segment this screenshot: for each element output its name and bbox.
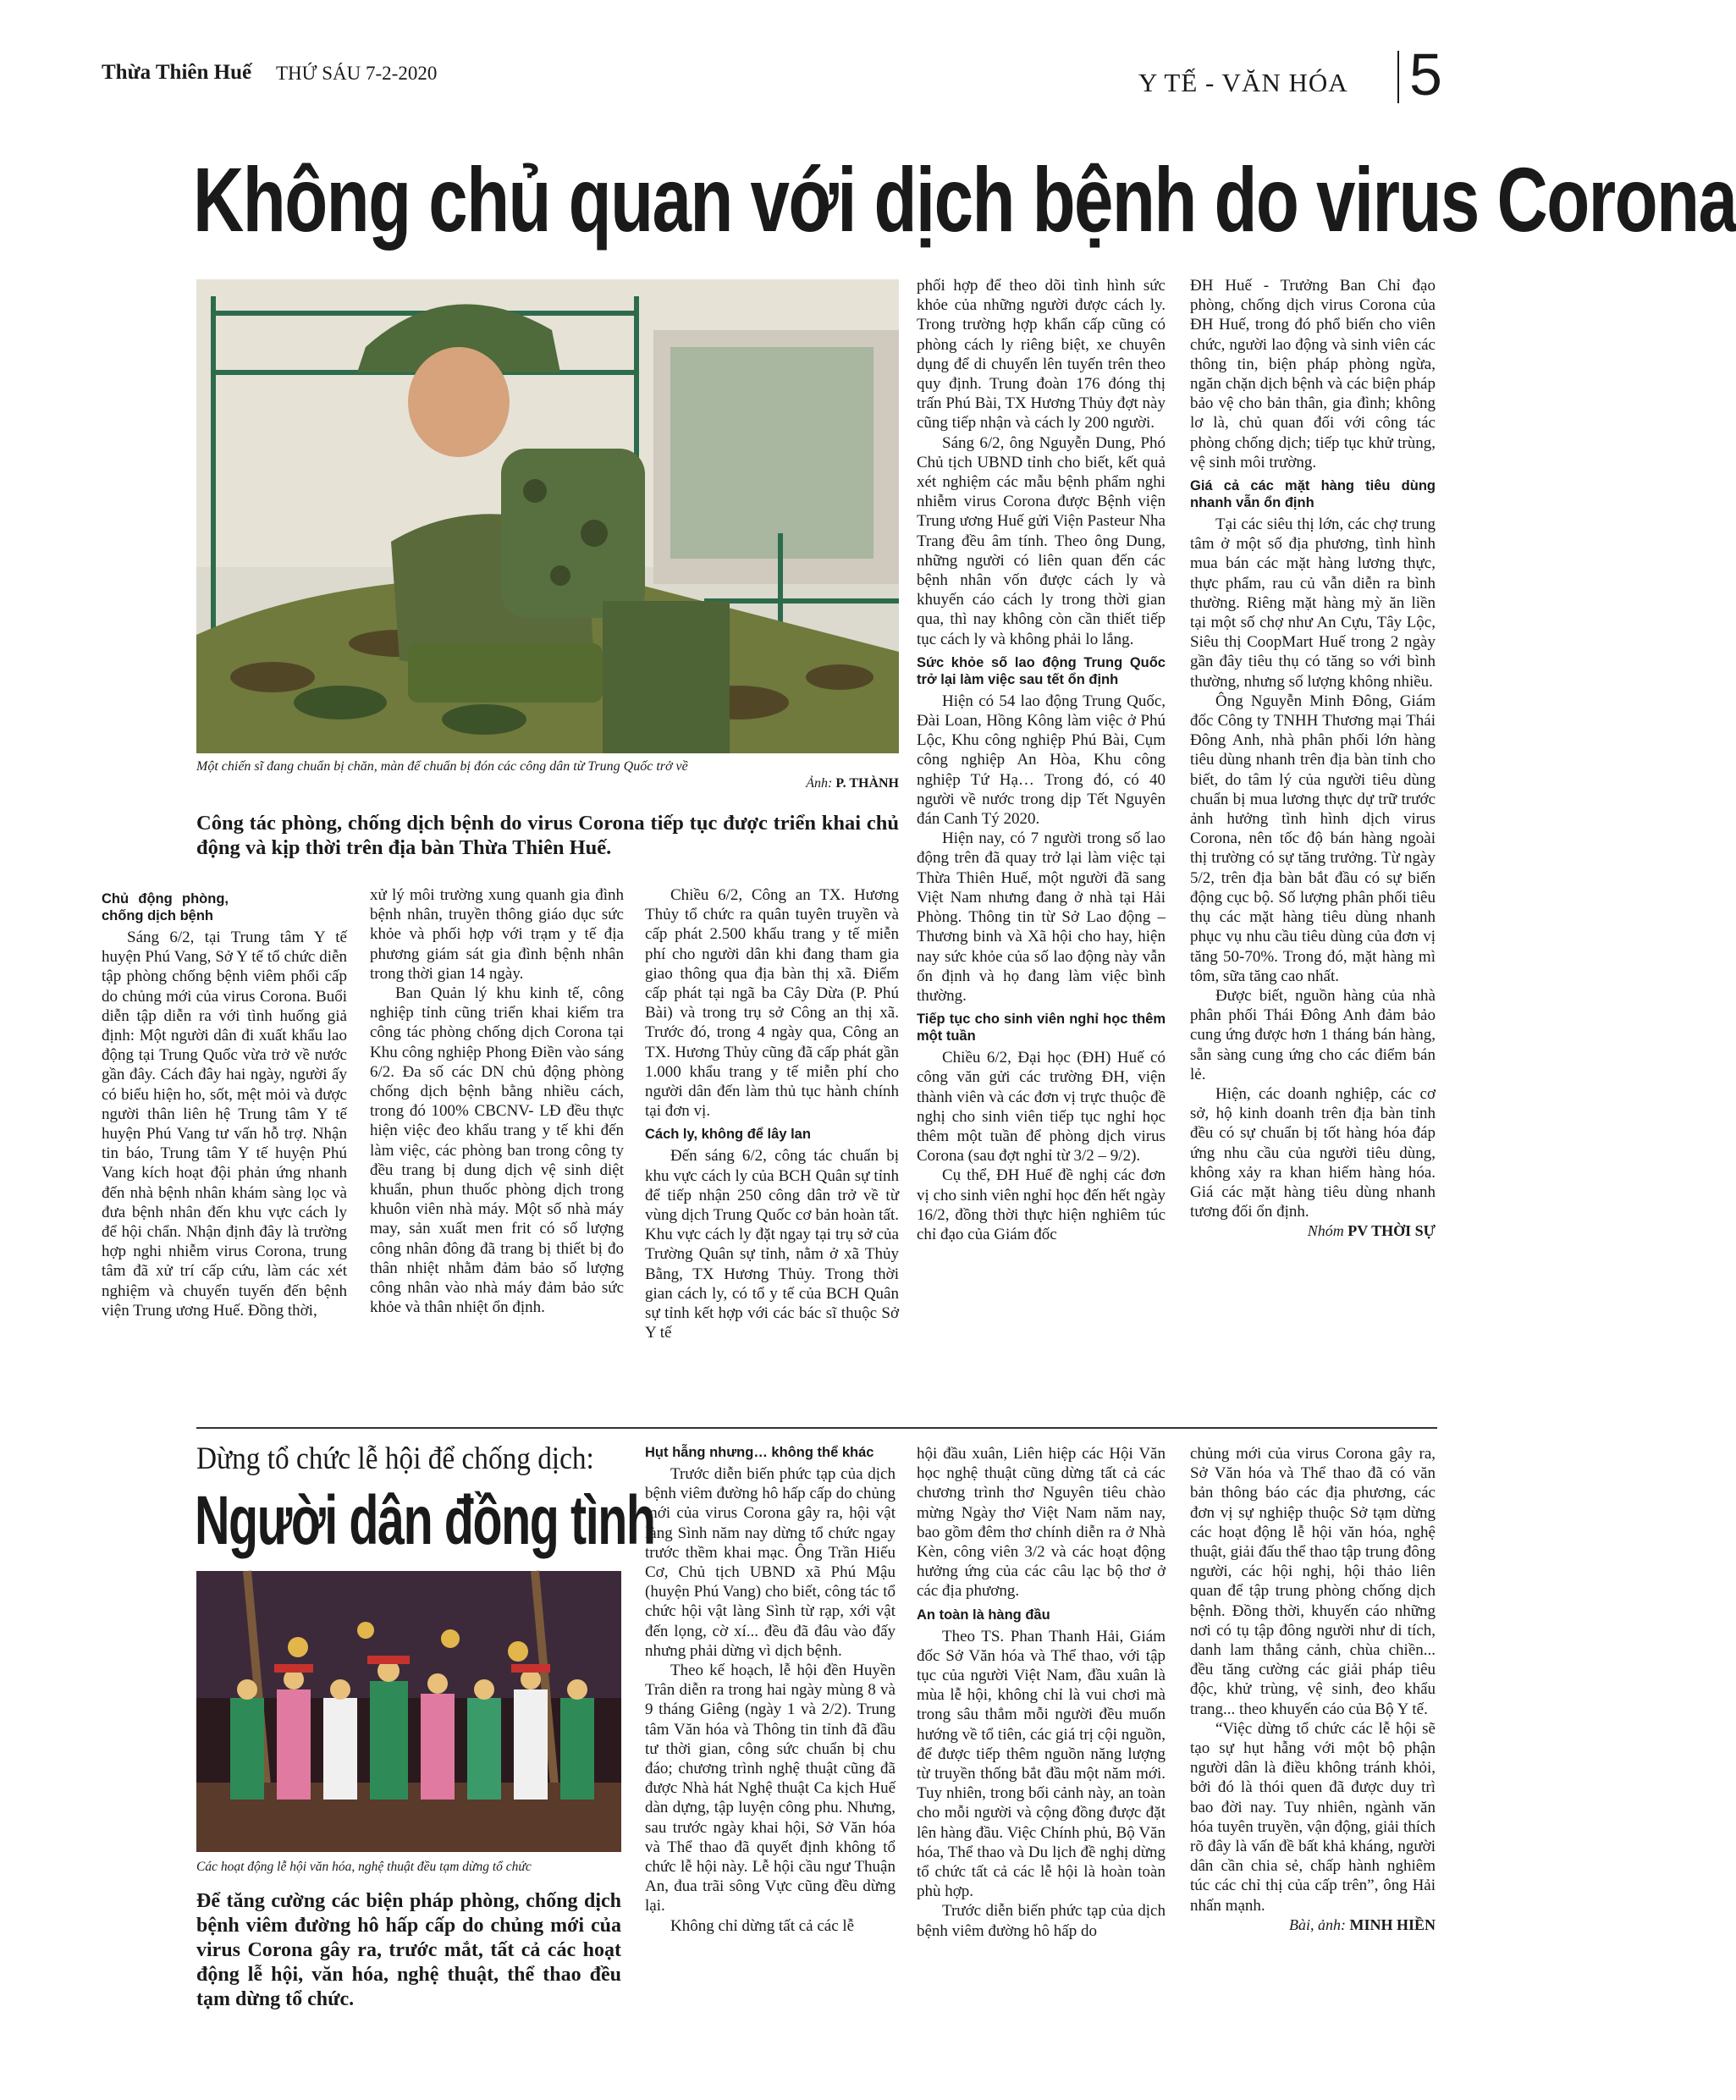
article1-byline (1190, 1221, 1436, 1241)
article2-byline (1190, 1915, 1436, 1935)
article1-column-3 (645, 885, 899, 1342)
subheading: Hụt hẫng nhưng… không thể khác (645, 1445, 874, 1460)
paragraph: Được biết, nguồn hàng của nhà phân phối Thái Đông Anh đảm bảo cung ứng được hơn 1 tháng bán hàng, sẵn sàng cung ứng cho các điểm bán lẻ. (1190, 986, 1436, 1083)
byline-name: MINH HIỀN (1349, 1915, 1436, 1933)
paragraph: Chiều 6/2, Đại học (ĐH) Huế có công văn gửi các trường ĐH, viện thành viên và các đơn vị trực thuộc đề nghị cho sinh viên tiếp tục nghỉ học thêm một tuần để phòng dịch virus Corona (sau đợt nghỉ từ 3/2 – 9/2). (917, 1049, 1166, 1166)
paragraph: chủng mới của virus Corona gây ra, Sở Văn hóa và Thể thao đã có văn bản thông báo các địa phương, các đơn vị sự nghiệp thuộc Sở tạm dừng các hoạt động lễ hội văn hóa, nghệ thuật, giải đấu thể thao tập trung đông người, các hội nghị, hội thảo liên quan để tập trung phòng chống dịch bệnh. Đồng thời, khuyến cáo những nơi có tụ tập đông người như di tích, danh lam thắng cảnh, chùa chiền... đều tăng cường các giải pháp tiêu độc, khử trùng, vệ sinh, đeo khẩu trang... theo khuyến cáo của Bộ Y tế. (1190, 1445, 1436, 1718)
paragraph: hội đầu xuân, Liên hiệp các Hội Văn học nghệ thuật cũng dừng tất cả các chương trình thơ Nguyên tiêu chào mừng Ngày thơ Việt Nam năm nay, bao gồm đêm thơ chính diễn ra ở Nhà Kèn, công viên 3/2 và các hoạt động hưởng ứng của các câu lạc bộ thơ ở các địa phương. (917, 1445, 1166, 1601)
header-section: Y TẾ - VĂN HÓA (1138, 68, 1348, 97)
article1-column-4 (917, 276, 1166, 1244)
article2-photo (196, 1571, 621, 1852)
paragraph: “Việc dừng tổ chức các lễ hội sẽ tạo sự hụt hẫng với một bộ phận người dân là điều không tránh khỏi, bởi đó là thói quen đã được duy trì bao đời nay. Tuy nhiên, ngành văn hóa tuyên truyền, vận động, giải thích rõ đây là vấn đề bất khả kháng, người dân cần chia sẻ, chấp hành nghiêm túc các chỉ thị của cấp trên”, ông Hải nhấn mạnh. (1190, 1719, 1436, 1915)
paragraph: Theo kế hoạch, lễ hội đền Huyền Trân diễn ra trong hai ngày mùng 8 và 9 tháng Giêng (ngày 1 và 2/2). Trung tâm Văn hóa và Thông tin tỉnh đã đầu tư thời gian, công sức chuẩn bị chu đáo; chương trình nghệ thuật cũng đã được Nhà hát Nghệ thuật Ca kịch Huế dàn dựng, tập luyện công phu. Nhưng, sau trước ngày khai hội, Sở Văn hóa và Thể thao đã quyết định không tổ chức lễ hội này. Lễ hội cầu ngư Thuận An, đua trãi sông Vực cũng đều dừng lại. (645, 1662, 896, 1915)
byline-label: Nhóm (1307, 1222, 1344, 1240)
paragraph: Không chỉ dừng tất cả các lễ (670, 1916, 855, 1935)
article2-sapo: Để tăng cường các biện pháp phòng, chống dịch bệnh viêm đường hô hấp cấp do chủng mới của virus Corona gây ra, trước mắt, tất cả các hoạt động lễ hội, văn hóa, nghệ thuật, thể thao đều tạm dừng tổ chức. (196, 1890, 621, 2010)
paragraph: Sáng 6/2, tại Trung tâm Y tế huyện Phú Vang, Sở Y tế tổ chức diễn tập phòng chống bệnh viêm phổi cấp do chủng mới của virus Corona. Buổi diễn tập diễn ra với tình huống giả định: Một người dân đi xuất khẩu lao động tại Trung Quốc vừa trở về nước gần đây. Cách đây hai ngày, người ấy có biểu hiện ho, sốt, mệt mỏi và được người thân liên hệ Trung tâm Y tế huyện Phú Vang tư vấn hỗ trợ. Nhận tin báo, Trung tâm Y tế huyện Phú Vang kích hoạt đội phản ứng nhanh đến nhà bệnh nhân khám sàng lọc và đưa bệnh nhân đến khu vực cách ly để hội chẩn. Nhận định đây là trường hợp nghi nhiễm virus Corona, trung tâm đã xử trí cấp cứu, làm các xét nghiệm và chuyển tuyến đến bệnh viện Trung ương Huế. Đồng thời, (102, 929, 347, 1320)
article1-column-2 (370, 885, 624, 1317)
article1-photo (196, 279, 899, 753)
soldier-photo-illustration (196, 279, 899, 753)
article1-headline: Không chủ quan với dịch bệnh do virus Corona (193, 148, 1736, 251)
article1-column-1 (102, 885, 347, 1320)
subheading: An toàn là hàng đầu (917, 1607, 1050, 1623)
article2-headline-line2: Người dân đồng tình (195, 1482, 655, 1559)
paragraph: Trước diễn biến phức tạp của dịch bệnh viêm đường hô hấp do (917, 1902, 1166, 1940)
byline-label: Bài, ảnh: (1288, 1915, 1346, 1933)
article-divider (196, 1427, 1437, 1429)
subheading: Giá cả các mặt hàng tiêu dùng nhanh vẫn ổn định (1190, 478, 1436, 511)
article2-column-2 (917, 1444, 1166, 1941)
article1-sapo: Công tác phòng, chống dịch bệnh do virus Corona tiếp tục được triển khai chủ động và kịp thời trên địa bàn Thừa Thiên Huế. (196, 812, 899, 859)
paragraph: Hiện nay, có 7 người trong số lao động trên đã quay trở lại làm việc tại Thừa Thiên Huế, một người đã sang Việt Nam nhưng đang ở nhà tại Hải Phòng. Thông tin từ Sở Lao động – Thương binh và Xã hội cho hay, hiện nay sức khỏe của số lao động này vẫn ổn định và họ đang làm việc bình thường. (917, 830, 1166, 1005)
article2-headline-line1: Dừng tổ chức lễ hội để chống dịch: (196, 1441, 594, 1476)
paragraph: Hiện, các doanh nghiệp, các cơ sở, hộ kinh doanh trên địa bàn tỉnh đều có sự chuẩn bị tốt hàng hóa đáp ứng nhu cầu của người tiêu dùng, không xảy ra khan hiếm hàng hóa. Giá các mặt hàng tiêu dùng nhanh tương đối ổn định. (1190, 1084, 1436, 1221)
paragraph: Đến sáng 6/2, công tác chuẩn bị khu vực cách ly của BCH Quân sự tỉnh để tiếp nhận 250 công dân trở về từ vùng dịch Trung Quốc cơ bản hoàn tất. Khu vực cách ly đặt ngay tại trụ sở của Trường Quân sự tỉnh, nằm ở xã Thủy Bằng, TX Hương Thủy. Trong thời gian cách ly, có tổ y tế của BCH Quân sự tỉnh kết hợp với các bác sĩ thuộc Sở Y tế (645, 1147, 899, 1342)
article2-column-1 (645, 1444, 896, 1936)
paragraph: xử lý môi trường xung quanh gia đình bệnh nhân, truyền thông giáo dục sức khỏe và phối hợp với trạm y tế địa phương giám sát gia đình bệnh nhân trong thời gian 14 ngày. (370, 886, 624, 983)
paragraph: Ban Quản lý khu kinh tế, công nghiệp tỉnh cũng triển khai kiểm tra công tác phòng chống dịch Corona tại Khu công nghiệp Phong Điền vào sáng 6/2. Đa số các DN chủ động phòng chống dịch bệnh bằng nhiều cách, trong đó 100% CBCNV- LĐ đều thực hiện việc đeo khẩu trang y tế khi đến làm việc, các phòng ban trong công ty đều trang bị dung dịch vệ sinh diệt khuẩn, phun thuốc phòng dịch trong khuôn viên nhà máy. Một số nhà máy may, sản xuất men frit có số lượng công nhân đông đã trang bị thiết bị đo thân nhiệt nhằm đảm bảo số lượng công nhân vào nhà máy đảm bảo sức khỏe và thân nhiệt ổn định. (370, 984, 624, 1317)
photo-credit-name: P. THÀNH (835, 776, 899, 791)
paragraph: phối hợp để theo dõi tình hình sức khỏe của những người được cách ly. Trong trường hợp khẩn cấp cũng có phòng cách ly riêng biệt, xe chuyên dụng để di chuyển lên tuyến trên theo quy định. Trung đoàn 176 đóng thị trấn Phú Bài, TX Hương Thủy đợt này cũng tiếp nhận và cách ly 200 người. (917, 277, 1166, 433)
article2-column-3 (1190, 1444, 1436, 1935)
header-page-number: 5 (1409, 41, 1442, 107)
paragraph: Tại các siêu thị lớn, các chợ trung tâm ở một số địa phương, tình hình mua bán các mặt hàng lương thực, thực phẩm, rau củ vẫn diễn ra bình thường. Riêng mặt hàng mỳ ăn liền tại một số chợ như An Cựu, Tây Lộc, Siêu thị CoopMart Huế trong 2 ngày gần đây tiêu thụ có tăng so với bình thường, nhưng số lượng không nhiều. (1190, 515, 1436, 691)
paragraph: Ông Nguyễn Minh Đông, Giám đốc Công ty TNHH Thương mại Thái Đông Anh, nhà phân phối lớn hàng tiêu dùng nhanh trên địa bàn tỉnh cho biết, do tâm lý của người tiêu dùng chuẩn bị mua lương thực dự trữ trước ảnh hưởng tình hình dịch virus Corona, nên tốc độ bán hàng ngoài thị trường có sự tăng trưởng. Từ ngày 5/2, trên địa bàn bắt đầu có sự biến động cục bộ. Số lượng phân phối tiêu thụ các mặt hàng tiêu dùng nhanh phục vụ nhu cầu tiêu dùng của đơn vị tăng 50-70%. Trong đó, mặt hàng mì tôm, sữa tăng cao nhất. (1190, 692, 1436, 985)
paragraph: Hiện có 54 lao động Trung Quốc, Đài Loan, Hồng Kông làm việc ở Phú Lộc, Khu công nghiệp Phú Bài, Cụm công nghiệp An Hòa, Khu công nghiệp Tứ Hạ… Trong đó, có 40 người về nước trong dịp Tết Nguyên đán Canh Tý 2020. (917, 692, 1166, 829)
subheading: Chủ động phòng, chống dịch bệnh (102, 891, 229, 923)
subheading: Sức khỏe số lao động Trung Quốc trở lại làm việc sau tết ổn định (917, 654, 1166, 687)
paragraph: Theo TS. Phan Thanh Hải, Giám đốc Sở Văn hóa và Thể thao, với tập tục của người Việt Nam, đầu xuân là mùa lễ hội, không chỉ là vui chơi mà trong sâu thẳm mỗi người đều muốn hướng về tổ tiên, các giá trị cội nguồn, để được tiếp thêm nguồn năng lượng từ truyền thống bắt đầu một năm mới. Tuy nhiên, trong bối cảnh này, an toàn cho mỗi người và cộng đồng được đặt lên hàng đầu. Việc Chính phủ, Bộ Văn hóa, Thể thao và Du lịch đề nghị dừng tổ chức tất cả các lễ hội là hoàn toàn phù hợp. (917, 1627, 1166, 1901)
article2-photo-caption: Các hoạt động lễ hội văn hóa, nghệ thuật đều tạm dừng tổ chức (196, 1860, 532, 1874)
paragraph: Sáng 6/2, ông Nguyễn Dung, Phó Chủ tịch UBND tỉnh cho biết, kết quả xét nghiệm các mẫu bệnh phẩm nghi nhiễm virus Corona được Bệnh viện Trung ương Huế gửi Viện Pasteur Nha Trang đều âm tính. Theo ông Dung, những người có liên quan đến các bệnh nhân vốn được cách ly và khuyến cáo cách ly trong thời gian qua, thì nay không còn cần thiết tiếp tục cách ly và không phải lo lắng. (917, 433, 1166, 648)
paragraph: ĐH Huế - Trưởng Ban Chỉ đạo phòng, chống dịch virus Corona của ĐH Huế, trong đó phổ biến cho viên chức, người lao động và sinh viên các thông tin, biện pháp phòng ngừa, ngăn chặn dịch bệnh và các biện pháp bảo vệ cho bản thân, gia đình; không lơ là, chủ quan đối với công tác phòng chống dịch; tiếp tục khử trùng, vệ sinh môi trường. (1190, 277, 1436, 471)
photo-credit-label: Ảnh: (806, 776, 833, 791)
festival-photo-illustration (196, 1571, 621, 1852)
paragraph: Trước diễn biến phức tạp của dịch bệnh viêm đường hô hấp cấp do chủng mới của virus Corona gây ra, hội vật làng Sình năm nay dừng tổ chức ngay trước thềm khai mạc. Ông Trần Hiếu Cơ, Chủ tịch UBND xã Phú Mậu (huyện Phú Vang) cho biết, công tác tổ chức hội vật làng Sình từ rạp, xới vật đến lọng, cờ xí... đều đã đâu vào đấy nhưng phải dừng vì dịch bệnh. (645, 1465, 896, 1660)
subheading: Tiếp tục cho sinh viên nghỉ học thêm một tuần (917, 1011, 1166, 1044)
paragraph: Chiều 6/2, Công an TX. Hương Thủy tổ chức ra quân tuyên truyền và cấp phát 2.500 khẩu trang y tế miễn phí cho người dân khi đang tham gia giao thông qua địa bàn thị xã. Điểm cấp phát tại ngã ba Cây Dừa (P. Phú Bài) và trong trụ sở Công an thị xã. Trước đó, trong 4 ngày qua, Công an TX. Hương Thủy cũng đã cấp phát gần 1.000 khẩu trang y tế miễn phí cho người dân đến làm thủ tục hành chính tại đơn vị. (645, 886, 899, 1121)
article1-photo-credit (704, 776, 899, 791)
header-date: THỨ SÁU 7-2-2020 (276, 63, 438, 84)
header-paper-name: Thừa Thiên Huế (102, 61, 252, 84)
article1-column-5 (1190, 276, 1436, 1242)
subheading: Cách ly, không để lây lan (645, 1127, 811, 1143)
byline-name: PV THỜI SỰ (1347, 1222, 1436, 1240)
paragraph: Cụ thể, ĐH Huế đề nghị các đơn vị cho sinh viên nghỉ học đến hết ngày 16/2, đồng thời thực hiện nghiêm túc chỉ đạo của Giám đốc (917, 1166, 1166, 1243)
header-divider (1397, 51, 1399, 103)
article1-photo-caption: Một chiến sĩ đang chuẩn bị chăn, màn để chuẩn bị đón các công dân từ Trung Quốc trở về (196, 759, 688, 774)
